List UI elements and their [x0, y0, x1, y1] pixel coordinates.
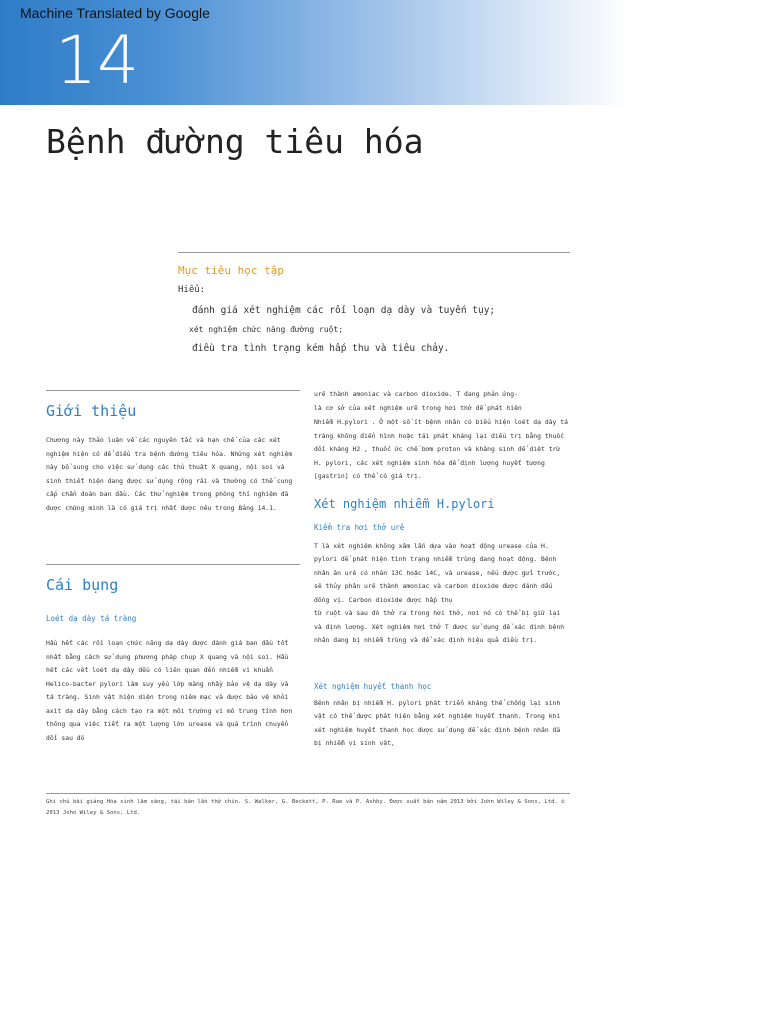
right-top-line-1: urê thành amoniac và carbon dioxide. T đang phản ứng-	[314, 390, 518, 398]
learning-objectives	[178, 264, 568, 363]
right-top-paragraph: Nhiễm H.pylori . Ở một số ít bệnh nhân có biểu hiện loét dạ dày tá tràng không điển hình hoặc tái phát kháng lại điều trị bằng thuốc đối kháng H2 , thuốc ức chế bơm proton và kháng sinh để diệt trừ H. pylori, các xét nghiệm sinh hóa để định lượng huyết tương [gastrin] có thể có giá trị.	[314, 418, 568, 480]
objectives-intro: Hiểu:	[178, 285, 206, 295]
breath-test-heading: Kiểm tra hơi thở urê	[314, 522, 405, 532]
stomach-top-rule	[46, 564, 300, 565]
right-column	[314, 388, 570, 751]
footnote-rule	[46, 793, 570, 794]
breath-paragraph-2: từ ruột và sau đó thở ra trong hơi thở, nơi nó có thể bị giữ lại và định lượng. Xét nghiệm hơi thở T được sử dụng để xác định bệnh nhân đang bị nhiễm trùng và để xác định hiệu quả điều trị.	[314, 609, 565, 644]
chapter-title: Bệnh đường tiêu hóa	[46, 122, 424, 161]
intro-heading: Giới thiệu	[46, 402, 137, 420]
intro-paragraph: Chương này thảo luận về các nguyên tắc và hạn chế của các xét nghiệm hiện có để điều tra bệnh đường tiêu hóa. Những xét nghiệm này bổ sung cho việc sử dụng các thủ thuật X quang, nội soi và sinh thiết hiện đang được sử dụng rộng rãi và thường có thể cung cấp chẩn đoán ban đầu. Các thử nghiệm trong phòng thí nghiệm đã được chứng minh là có giá trị nhất được nêu trong Bảng 14.1.	[46, 436, 293, 512]
machine-translated-label: Machine Translated by Google	[20, 5, 210, 21]
intro-top-rule	[46, 390, 300, 391]
objectives-top-rule	[178, 252, 570, 253]
footnote: Ghi chú bài giảng Hóa sinh lâm sàng, tái bản lần thứ chín. S. Walker, G. Beckett, P. Rae và P. Ashby. Được xuất bản năm 2013 bởi John Wiley & Sons, Ltd. © 2013 John Wiley & Sons, Ltd.	[46, 799, 565, 816]
stomach-heading: Cái bụng	[46, 576, 119, 594]
objectives-heading: Mục tiêu học tập	[178, 264, 284, 277]
objective-item: xét nghiệm chức năng đường ruột;	[189, 325, 344, 334]
ulcer-heading: Loét dạ dày tá tràng	[46, 614, 137, 623]
breath-paragraph-1: T là xét nghiệm không xâm lấn dựa vào hoạt động urease của H. pylori để phát hiện tình trạng nhiễm trùng đang hoạt động. Bệnh nhân ăn urê có nhãn 13C hoặc 14C, và urease, nếu được gửi trước, sẽ thủy phân urê thành amoniac và carbon dioxide được đánh dấu đồng vị. Carbon dioxide được hấp thụ	[314, 541, 561, 604]
hp-test-heading: Xét nghiệm nhiễm H.pylori	[314, 496, 495, 511]
serology-paragraph: Bệnh nhân bị nhiễm H. pylori phát triển kháng thể chống lại sinh vật có thể được phát hiện bằng xét nghiệm huyết thanh. Trong khi xét nghiệm huyết thanh học được sử dụng để xác định bệnh nhân đã bị nhiễm vi sinh vật,	[314, 698, 561, 747]
objective-item: điều tra tình trạng kém hấp thu và tiêu chảy.	[192, 343, 450, 354]
stomach-section	[46, 576, 298, 745]
ulcer-paragraph: Hầu hết các rối loạn chức năng dạ dày được đánh giá ban đầu tốt nhất bằng cách sử dụng phương pháp chụp X quang và nội soi. Hầu hết các vết loét dạ dày đều có liên quan đến nhiễm vi khuẩn Helico-bacter pylori làm suy yếu lớp màng nhầy bảo vệ dạ dày và tá tràng. Sinh vật hiện diện trong niêm mạc và được bảo vệ khỏi axit dạ dày bằng cách tạo ra một môi trường vi mô trung tính hơn thông qua việc tiết ra một lượng lớn urease và quá trình chuyển đổi sau đó	[46, 639, 293, 742]
serology-heading: Xét nghiệm huyết thanh học	[314, 681, 432, 691]
intro-section	[46, 402, 298, 515]
chapter-number: 14	[55, 22, 139, 99]
right-top-line-2: là cơ sở của xét nghiệm urê trong hơi thở để phát hiện	[314, 403, 522, 412]
objective-item: đánh giá xét nghiệm các rối loạn dạ dày và tuyến tụy;	[192, 305, 496, 316]
